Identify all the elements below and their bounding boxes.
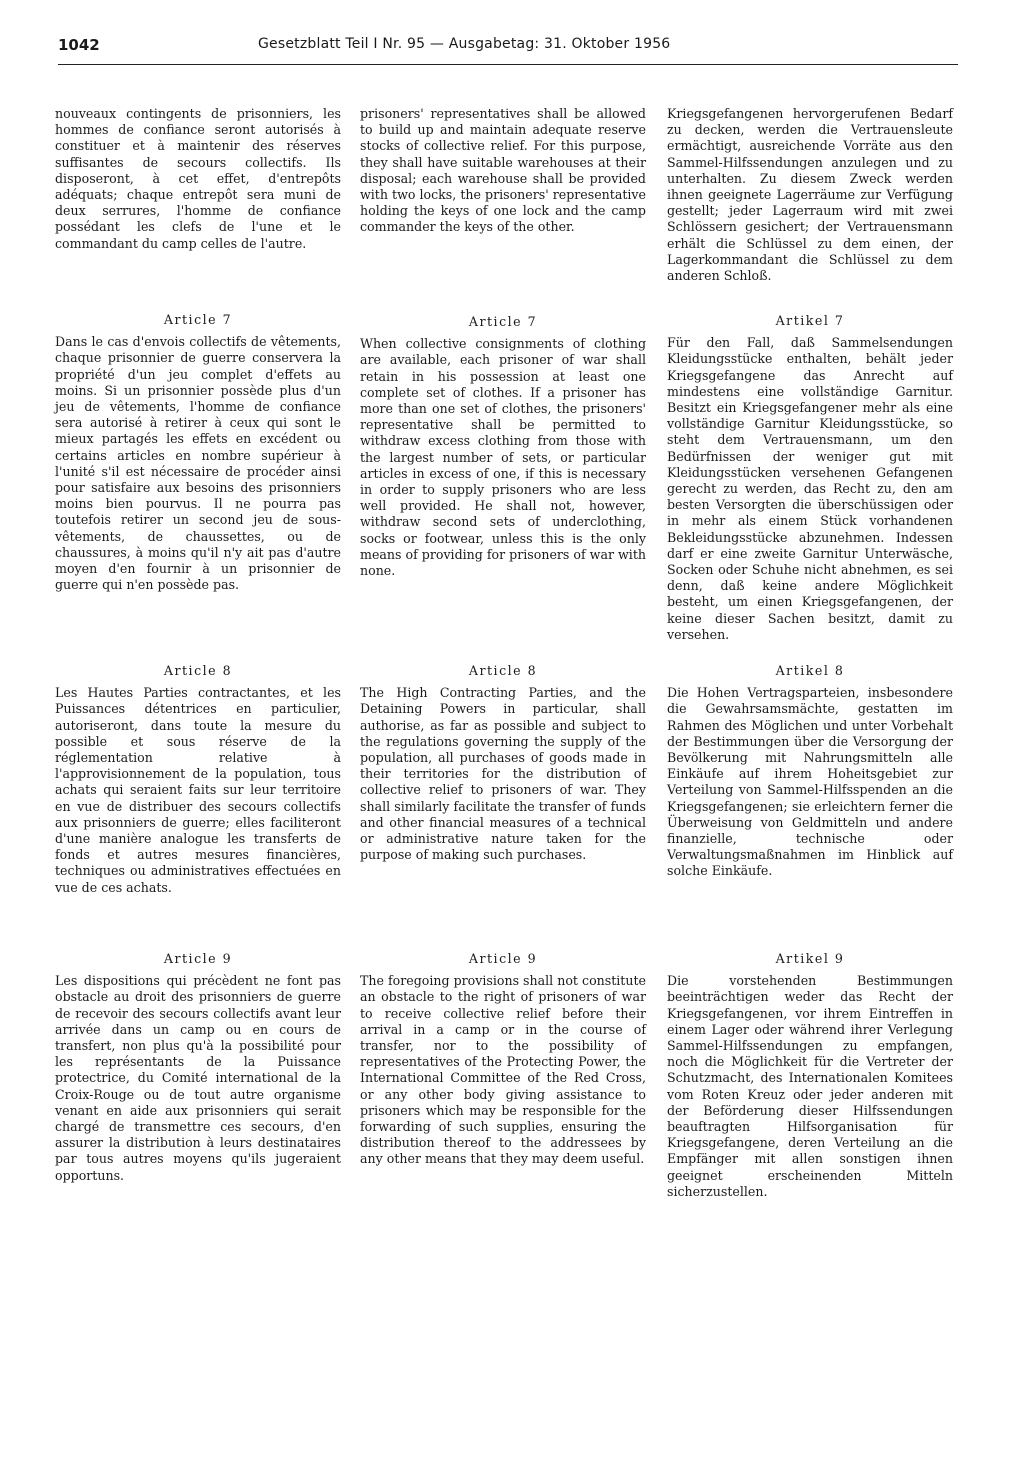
german-intro-section [667, 106, 953, 284]
french-article-7-heading: Article 7 [163, 312, 233, 327]
german-intro-text: Kriegsgefangenen hervorgerufenen Bedarf zu decken, werden die Vertrauensleute ermächtigt, ausreichende Vorräte aus den Sammel-Hilfssendungen anzulegen und zu unterhalten. Zu diesem Zweck werden ihnen geeignete Lagerräume zur Verfügung gestellt; jeder Lagerraum wird mit zwei Schlössern gesichert; der Vertrauensmann erhält die Schlüssel zu dem einen, der Lagerkommandant die Schlüssel zu dem anderen Schloß. [667, 106, 953, 284]
french-article-9 [55, 951, 341, 1184]
french-article-9-heading: Article 9 [163, 951, 233, 966]
header-title: Gesetzblatt Teil I Nr. 95 — Ausgabetag: 31. Oktober 1956 [258, 36, 671, 52]
english-article-9-text: The foregoing provisions shall not constitute an obstacle to the right of prisoners of war to receive collective relief before their arrival in a camp or in the course of transfer, nor to the possibility of representatives of the Protecting Power, the International Committee of the Red Cross, or any other body giving assistance to prisoners which may be responsible for the forwarding of such supplies, ensuring the distribution thereof to the addressees by any other means that they may deem useful. [360, 973, 646, 1167]
german-article-8 [667, 663, 953, 880]
german-article-7-text: Für den Fall, daß Sammelsendungen Kleidungsstücke enthalten, behält jeder Kriegsgefangene das Anrecht auf mindestens eine vollständige Garnitur. Besitzt ein Kriegsgefangener mehr als eine vollständige Garnitur Kleidungsstücke, so steht dem Vertrauensmann, um den Bedürfnissen der weniger gut mit Kleidungsstücken versehenen Gefangenen gerecht zu werden, das Recht zu, den am besten Versorgten die überschüssigen oder in mehr als einem Stück vorhandenen Bekleidungsstücke abzunehmen. Indessen darf er eine zweite Garnitur Unterwäsche, Socken oder Schuhe nicht abnehmen, es sei denn, daß keine andere Möglichkeit besteht, um einen Kriegsgefangenen, der keine dieser Sachen besitzt, damit zu versehen. [667, 335, 953, 642]
french-article-8 [55, 663, 341, 896]
english-article-8-text: The High Contracting Parties, and the Detaining Powers in particular, shall authorise, as far as possible and subject to the regulations governing the supply of the population, all purchases of goods made in their territories for the distribution of collective relief to prisoners of war. They shall similarly facilitate the transfer of funds and other financial measures of a technical or administrative nature taken for the purpose of making such purchases. [360, 685, 646, 863]
german-article-9-heading: Artikel 9 [775, 951, 845, 966]
english-article-8-heading: Article 8 [468, 663, 538, 678]
french-article-8-heading: Article 8 [163, 663, 233, 678]
english-article-8 [360, 663, 646, 863]
german-article-9-text: Die vorstehenden Bestimmungen beeinträchtigen weder das Recht der Kriegsgefangenen, vor ihrem Eintreffen in einem Lager oder während ihrer Verlegung Sammel-Hilfssendungen zu empfangen, noch die Möglichkeit für die Vertreter der Schutzmacht, des Internationalen Komitees vom Roten Kreuz oder jeder anderen mit der Beförderung dieser Hilfssendungen beauftragten Hilfsorganisation für Kriegsgefangene, deren Verteilung an die Empfänger mit allen sonstigen ihnen geeignet erscheinenden Mitteln sicherzustellen. [667, 973, 953, 1199]
french-article-7-text: Dans le cas d'envois collectifs de vêtements, chaque prisonnier de guerre conservera la propriété d'un jeu complet d'effets au moins. Si un prisonnier possède plus d'un jeu de vêtements, l'homme de confiance sera autorisé à retirer à ceux qui sont le mieux partagés les effets en excédent ou certains articles en nombre supérieur à l'unité s'il est nécessaire de procéder ainsi pour satisfaire aux besoins des prisonniers moins bien pourvus. Il ne pourra pas toutefois retirer un second jeu de sous-vêtements, de chaussettes, ou de chaussures, à moins qu'il n'y ait pas d'autre moyen d'en fournir à un prisonnier de guerre qui n'en possède pas. [55, 334, 341, 593]
german-article-8-heading: Artikel 8 [775, 663, 845, 678]
english-intro-section [360, 106, 646, 236]
english-article-7 [360, 314, 646, 579]
page-header [58, 34, 958, 65]
french-article-9-text: Les dispositions qui précèdent ne font pas obstacle au droit des prisonniers de guerre de recevoir des secours collectifs avant leur arrivée dans un camp ou en cours de transfert, non plus qu'à la possibilité pour les représentants de la Puissance protectrice, du Comité international de la Croix-Rouge ou de tout autre organisme venant en aide aux prisonniers qui serait chargé de transmettre ces secours, d'en assurer la distribution à leurs destinataires par tous autres moyens qu'ils jugeraient opportuns. [55, 973, 341, 1183]
french-article-8-text: Les Hautes Parties contractantes, et les Puissances détentrices en particulier, autoriseront, dans toute la mesure du possible et sous réserve de la réglementation relative à l'approvisionnement de la population, tous achats qui seraient faits sur leur territoire en vue de distribuer des secours collectifs aux prisonniers de guerre; elles faciliteront d'une manière analogue les transferts de fonds et autres mesures financières, techniques ou administratives effectuées en vue de ces achats. [55, 685, 341, 895]
english-article-9-heading: Article 9 [468, 951, 538, 966]
english-intro-text: prisoners' representatives shall be allowed to build up and maintain adequate reserve stocks of collective relief. For this purpose, they shall have suitable warehouses at their disposal; each warehouse shall be provided with two locks, the prisoners' representative holding the keys of one lock and the camp commander the keys of the other. [360, 106, 646, 235]
german-article-7 [667, 313, 953, 643]
french-intro-text: nouveaux contingents de prisonniers, les hommes de confiance seront autorisés à constituer et à maintenir des réserves suffisantes de secours collectifs. Ils disposeront, à cet effet, d'entrepôts adéquats; chaque entrepôt sera muni de deux serrures, l'homme de confiance possédant les clefs de l'une et le commandant du camp celles de l'autre. [55, 106, 341, 251]
german-article-8-text: Die Hohen Vertragsparteien, insbesondere die Gewahrsamsmächte, gestatten im Rahmen des Möglichen und unter Vorbehalt der Bestimmungen über die Versorgung der Bevölkerung mit Nahrungsmitteln alle Einkäufe auf ihrem Hoheitsgebiet zur Verteilung von Sammel-Hilfsspenden an die Kriegsgefangenen; sie erleichtern ferner die Überweisung von Geldmitteln und andere finanzielle, technische oder Verwaltungsmaßnahmen im Hinblick auf solche Einkäufe. [667, 685, 953, 879]
french-intro-section [55, 106, 341, 252]
page-number: 1042 [58, 36, 100, 54]
french-article-7 [55, 312, 341, 593]
german-article-7-heading: Artikel 7 [775, 313, 845, 328]
english-article-9 [360, 951, 646, 1168]
english-article-7-text: When collective consignments of clothing are available, each prisoner of war shall retain in his possession at least one complete set of clothes. If a prisoner has more than one set of clothes, the prisoners' representative shall be permitted to withdraw excess clothing from those with the largest number of sets, or particular articles in excess of one, if this is necessary in order to supply prisoners who are less well provided. He shall not, however, withdraw second sets of underclothing, socks or footwear, unless this is the only means of providing for prisoners of war with none. [360, 336, 646, 579]
english-article-7-heading: Article 7 [468, 314, 538, 329]
german-article-9 [667, 951, 953, 1200]
